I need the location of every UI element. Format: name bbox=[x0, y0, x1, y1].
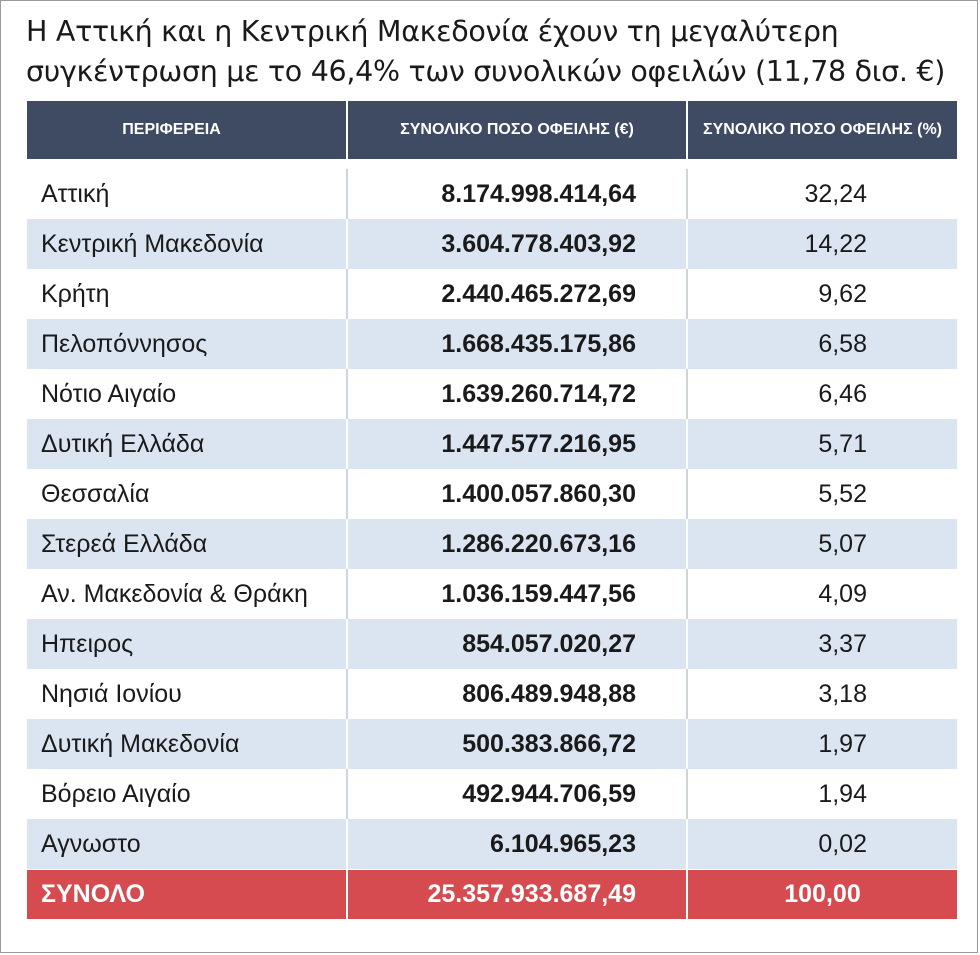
table-row bbox=[27, 769, 957, 819]
cell-region: Αγνωστο bbox=[27, 819, 348, 869]
cell-region: Νότιο Αιγαίο bbox=[27, 369, 348, 419]
cell-region: Κεντρική Μακεδονία bbox=[27, 219, 348, 269]
cell-percent: 3,37 bbox=[688, 619, 957, 669]
cell-amount: 2.440.465.272,69 bbox=[348, 269, 688, 319]
cell-amount: 8.174.998.414,64 bbox=[348, 169, 688, 219]
table-row bbox=[27, 219, 957, 269]
total-cell-percent: 100,00 bbox=[688, 869, 957, 919]
debt-by-region-table bbox=[27, 101, 957, 919]
column-header-region: ΠΕΡΙΦΕΡΕΙΑ bbox=[27, 101, 348, 169]
chart-title bbox=[26, 12, 966, 92]
cell-region: Βόρειο Αιγαίο bbox=[27, 769, 348, 819]
cell-amount: 6.104.965,23 bbox=[348, 819, 688, 869]
cell-amount: 806.489.948,88 bbox=[348, 669, 688, 719]
cell-amount: 500.383.866,72 bbox=[348, 719, 688, 769]
cell-percent: 5,71 bbox=[688, 419, 957, 469]
chart-title-line-1: Η Αττική και η Κεντρική Μακεδονία έχουν τη μεγαλύτερη bbox=[26, 15, 839, 48]
total-row bbox=[27, 869, 957, 919]
cell-percent: 3,18 bbox=[688, 669, 957, 719]
cell-percent: 5,52 bbox=[688, 469, 957, 519]
cell-amount: 492.944.706,59 bbox=[348, 769, 688, 819]
cell-region: Ηπειρος bbox=[27, 619, 348, 669]
table-row bbox=[27, 669, 957, 719]
cell-region: Πελοπόννησος bbox=[27, 319, 348, 369]
total-cell-amount: 25.357.933.687,49 bbox=[348, 869, 688, 919]
cell-percent: 6,58 bbox=[688, 319, 957, 369]
cell-percent: 4,09 bbox=[688, 569, 957, 619]
cell-percent: 5,07 bbox=[688, 519, 957, 569]
table-row bbox=[27, 269, 957, 319]
table-row bbox=[27, 419, 957, 469]
cell-percent: 14,22 bbox=[688, 219, 957, 269]
cell-amount: 1.286.220.673,16 bbox=[348, 519, 688, 569]
cell-percent: 6,46 bbox=[688, 369, 957, 419]
total-cell-region: ΣΥΝΟΛΟ bbox=[27, 869, 348, 919]
header-row bbox=[27, 101, 957, 169]
cell-percent: 1,97 bbox=[688, 719, 957, 769]
column-header-percent: ΣΥΝΟΛΙΚΟ ΠΟΣΟ ΟΦΕΙΛΗΣ (%) bbox=[688, 101, 957, 169]
cell-amount: 1.400.057.860,30 bbox=[348, 469, 688, 519]
cell-amount: 1.639.260.714,72 bbox=[348, 369, 688, 419]
chart-title-line-2: συγκέντρωση με το 46,4% των συνολικών οφειλών (11,78 δισ. €) bbox=[26, 55, 946, 88]
table-row bbox=[27, 619, 957, 669]
cell-amount: 1.036.159.447,56 bbox=[348, 569, 688, 619]
cell-region: Δυτική Ελλάδα bbox=[27, 419, 348, 469]
cell-region: Κρήτη bbox=[27, 269, 348, 319]
cell-region: Δυτική Μακεδονία bbox=[27, 719, 348, 769]
table-header bbox=[27, 101, 957, 169]
cell-amount: 1.447.577.216,95 bbox=[348, 419, 688, 469]
table-body bbox=[27, 169, 957, 919]
column-header-amount: ΣΥΝΟΛΙΚΟ ΠΟΣΟ ΟΦΕΙΛΗΣ (€) bbox=[348, 101, 688, 169]
table-row bbox=[27, 469, 957, 519]
cell-amount: 3.604.778.403,92 bbox=[348, 219, 688, 269]
cell-percent: 1,94 bbox=[688, 769, 957, 819]
cell-region: Θεσσαλία bbox=[27, 469, 348, 519]
cell-percent: 32,24 bbox=[688, 169, 957, 219]
cell-region: Αττική bbox=[27, 169, 348, 219]
table-row bbox=[27, 369, 957, 419]
table-row bbox=[27, 719, 957, 769]
table-row bbox=[27, 569, 957, 619]
cell-region: Αν. Μακεδονία & Θράκη bbox=[27, 569, 348, 619]
cell-percent: 0,02 bbox=[688, 819, 957, 869]
cell-region: Στερεά Ελλάδα bbox=[27, 519, 348, 569]
cell-percent: 9,62 bbox=[688, 269, 957, 319]
table-row bbox=[27, 169, 957, 219]
cell-region: Νησιά Ιονίου bbox=[27, 669, 348, 719]
cell-amount: 854.057.020,27 bbox=[348, 619, 688, 669]
cell-amount: 1.668.435.175,86 bbox=[348, 319, 688, 369]
table-row bbox=[27, 319, 957, 369]
table-row bbox=[27, 819, 957, 869]
table-row bbox=[27, 519, 957, 569]
